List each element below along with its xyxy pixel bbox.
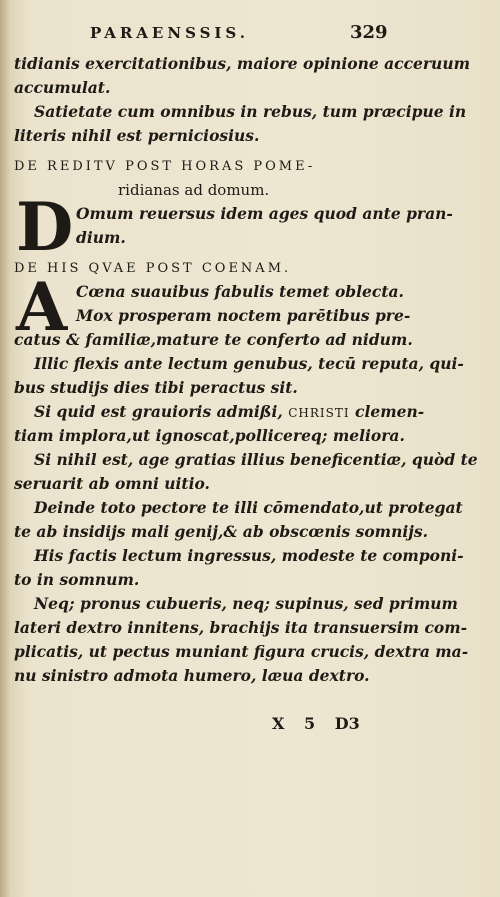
text-line: dium. (76, 228, 126, 247)
page-body (14, 52, 478, 688)
text-line: Omum reuersus idem ages quod ante pran- (76, 204, 453, 223)
text-line: Si nihil est, age gratias illius beneficentiæ, quòd te (34, 450, 478, 469)
text-line: Illic flexis ante lectum genubus, tecū reputa, qui- (34, 354, 464, 373)
running-title: PARAENSSIS. (90, 24, 249, 42)
drop-capital: D (16, 188, 74, 266)
text-line: His factis lectum ingressus, modeste te componi- (34, 546, 464, 565)
text-line: tidianis exercitationibus, maiore opinione acceruum (14, 54, 470, 73)
text-line: tiam implora,ut ignoscat,pollicereq; meliora. (14, 426, 405, 445)
text-line: Neq; pronus cubueris, neq; supinus, sed primum (34, 594, 458, 613)
text-line: Deinde toto pectore te illi cōmendato,ut protegat (34, 498, 463, 517)
christi-smallcaps: CHRISTI (288, 406, 350, 420)
section-heading: DE HIS QVAE POST COENAM. (14, 261, 292, 276)
text-line: accumulat. (14, 78, 111, 97)
signature-mark: X 5 D3 (272, 714, 360, 733)
page-edge (0, 0, 10, 897)
text-line: Cœna suauibus fabulis temet oblecta. (76, 282, 404, 301)
page-number: 329 (350, 22, 388, 43)
text-line: te ab insidijs mali genij,& ab obscœnis somnijs. (14, 522, 428, 541)
text-line: Satietate cum omnibus in rebus, tum præcipue in (34, 102, 467, 121)
text-line: plicatis, ut pectus muniant figura crucis, dextra ma- (14, 642, 469, 661)
text-line: bus studijs dies tibi peractus sit. (14, 378, 298, 397)
text-line: lateri dextro innitens, brachijs ita transuersim com- (14, 618, 468, 637)
section-subheading: ridianas ad domum. (118, 181, 270, 199)
text-fragment: Si quid est grauioris admißi, (34, 402, 283, 421)
text-line (14, 400, 425, 424)
drop-capital: A (16, 268, 68, 346)
text-line: Mox prosperam noctem parētibus pre- (76, 306, 411, 325)
text-line: nu sinistro admota humero, læua dextro. (14, 666, 370, 685)
text-line: to in somnum. (14, 570, 140, 589)
text-fragment: clemen- (349, 402, 425, 421)
text-line: literis nihil est perniciosius. (14, 126, 260, 145)
text-line: seruarit ab omni uitio. (14, 474, 210, 493)
section-heading: DE REDITV POST HORAS POME- (14, 159, 316, 174)
text-line: catus & familiæ,mature te conferto ad nidum. (14, 330, 413, 349)
